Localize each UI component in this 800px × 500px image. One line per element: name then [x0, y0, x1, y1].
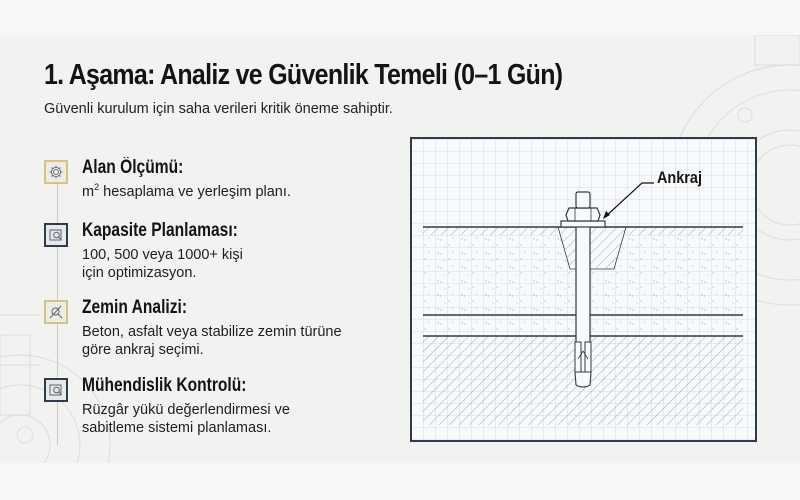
slide-panel	[0, 35, 800, 463]
compass-search-icon	[44, 300, 68, 324]
blueprint-search-icon	[44, 378, 68, 402]
item-title: Zemin Analizi:	[82, 297, 188, 318]
item-title: Alan Ölçümü:	[82, 157, 184, 178]
item-description: 100, 500 veya 1000+ kişi için optimizasyon.	[82, 247, 243, 281]
anchor-label: Ankraj	[657, 168, 702, 187]
page-subtitle: Güvenli kurulum için saha verileri kritik öneme sahiptir.	[44, 101, 393, 117]
gear-icon	[44, 160, 68, 184]
item-title: Mühendislik Kontrolü:	[82, 375, 247, 396]
anchor-cross-section-diagram	[410, 137, 757, 442]
item-description: $m^2$ hesaplama ve yerleşim planı.	[82, 182, 291, 200]
blueprint-search-icon	[44, 223, 68, 247]
page-title: 1. Aşama: Analiz ve Güvenlik Temeli (0–1 Gün)	[44, 59, 563, 91]
item-description: Rüzgâr yükü değerlendirmesi ve sabitleme sistemi planlaması.	[82, 402, 290, 436]
item-title: Kapasite Planlaması:	[82, 220, 238, 241]
item-description: Beton, asfalt veya stabilize zemin türüne göre ankraj seçimi.	[82, 324, 342, 358]
